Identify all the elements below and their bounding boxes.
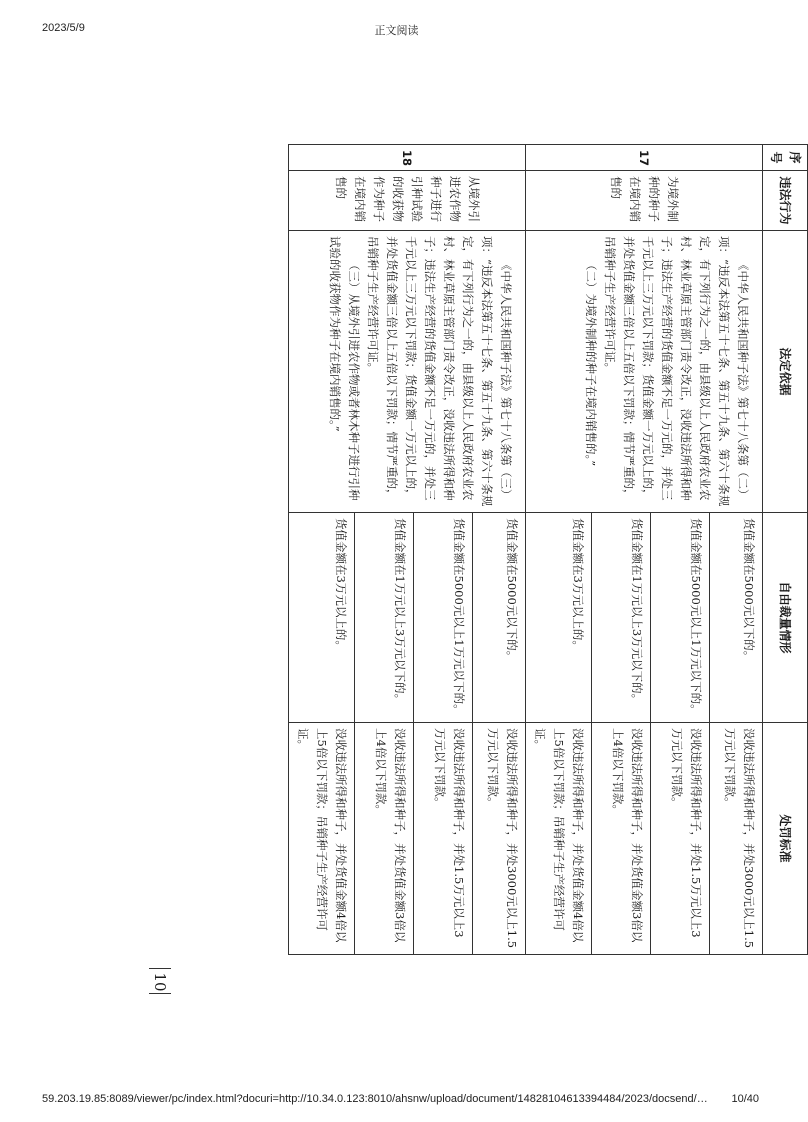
- row-circumstance: 货值金额在1万元以上3万元以下的。: [592, 513, 651, 723]
- browser-header-title: 正文阅读: [374, 25, 419, 37]
- page-number: 10: [151, 972, 169, 992]
- row-circumstance: 货值金额在1万元以上3万元以下的。: [355, 513, 414, 723]
- row-act: 为境外制种的种子在境内销售的: [526, 171, 763, 231]
- row-seq: 17: [526, 145, 763, 171]
- row-circumstance: 货值金额在5000元以下的。: [710, 513, 763, 723]
- browser-footer-page: 10/40: [731, 1093, 759, 1105]
- row-circumstance: 货值金额在3万元以上的。: [526, 513, 592, 723]
- row-standard: 没收违法所得和种子，并处货值金额4倍以上5倍以下罚款；吊销种子生产经营许可证。: [289, 723, 355, 955]
- penalty-table: [288, 144, 808, 955]
- row-circumstance: 货值金额在3万元以上的。: [289, 513, 355, 723]
- row-standard: 没收违法所得和种子，并处1.5万元以上3万元以下罚款。: [651, 723, 710, 955]
- row-standard: 没收违法所得和种子，并处货值金额4倍以上5倍以下罚款；吊销种子生产经营许可证。: [526, 723, 592, 955]
- row-basis: [526, 231, 763, 513]
- table-header-row: [763, 145, 808, 955]
- row-standard: 没收违法所得和种子，并处3000元以上1.5万元以下罚款。: [473, 723, 526, 955]
- row-circumstance: 货值金额在5000元以下的。: [473, 513, 526, 723]
- document-page: [128, 144, 808, 954]
- row-standard: 没收违法所得和种子，并处货值金额3倍以上4倍以下罚款。: [355, 723, 414, 955]
- browser-header-date: 2023/5/9: [42, 22, 85, 34]
- basis-paragraph: 《中华人民共和国种子法》第七十八条第（三）项：“违反本法第五十七条、第五十九条、第六十条规定，有下列行为之一的，由县级以上人民政府农业农村、林业草原主管部门责令改正，没收违法所得和种子；违法生产经营的货值金额不足一万元的，并处三千元以上三万元以下罚款；货值金额一万元以上的，并处货值金额三倍以上五倍以下罚款；情节严重的，吊销种子生产经营许可证。: [366, 236, 513, 507]
- basis-paragraph: （三）从境外引进农作物或者林木种子进行引种试验的收获物作为种子在境内销售的。”: [328, 236, 361, 501]
- row-circumstance: 货值金额在5000元以上1万元以下的。: [651, 513, 710, 723]
- header-standard: 处罚标准: [763, 723, 808, 955]
- row-standard: 没收违法所得和种子，并处1.5万元以上3万元以下罚款。: [414, 723, 473, 955]
- basis-paragraph: 《中华人民共和国种子法》第七十八条第（二）项：“违反本法第五十七条、第五十九条、第六十条规定，有下列行为之一的，由县级以上人民政府农业农村、林业草原主管部门责令改正，没收违法所得和种子；违法生产经营的货值金额不足一万元的，并处三千元以上三万元以下罚款；货值金额一万元以上的，并处货值金额三倍以上五倍以下罚款；情节严重的，吊销种子生产经营许可证。: [603, 236, 750, 507]
- rotated-table-view: [128, 144, 808, 954]
- row-standard: 没收违法所得和种子，并处货值金额3倍以上4倍以下罚款。: [592, 723, 651, 955]
- page-number-mark: [145, 968, 175, 994]
- header-seq: 序号: [763, 145, 808, 171]
- header-basis: 法定依据: [763, 231, 808, 513]
- table-row: [710, 145, 763, 955]
- row-standard: 没收违法所得和种子，并处3000元以上1.5万元以下罚款。: [710, 723, 763, 955]
- table-row: [473, 145, 526, 955]
- browser-footer-url: 59.203.19.85:8089/viewer/pc/index.html?docuri=http://10.34.0.123:8010/ahsnw/upload/document/14828104613394484/2023/docsend/…: [42, 1093, 708, 1105]
- basis-paragraph: （二）为境外制种的种子在境内销售的。”: [584, 259, 598, 467]
- header-act: 违法行为: [763, 171, 808, 231]
- row-act: 从境外引进农作物种子进行引种试验的收获物作为种子在境内销售的: [289, 171, 526, 231]
- row-basis: [289, 231, 526, 513]
- row-seq: 18: [289, 145, 526, 171]
- header-circumstance: 自由裁量情形: [763, 513, 808, 723]
- row-circumstance: 货值金额在5000元以上1万元以下的。: [414, 513, 473, 723]
